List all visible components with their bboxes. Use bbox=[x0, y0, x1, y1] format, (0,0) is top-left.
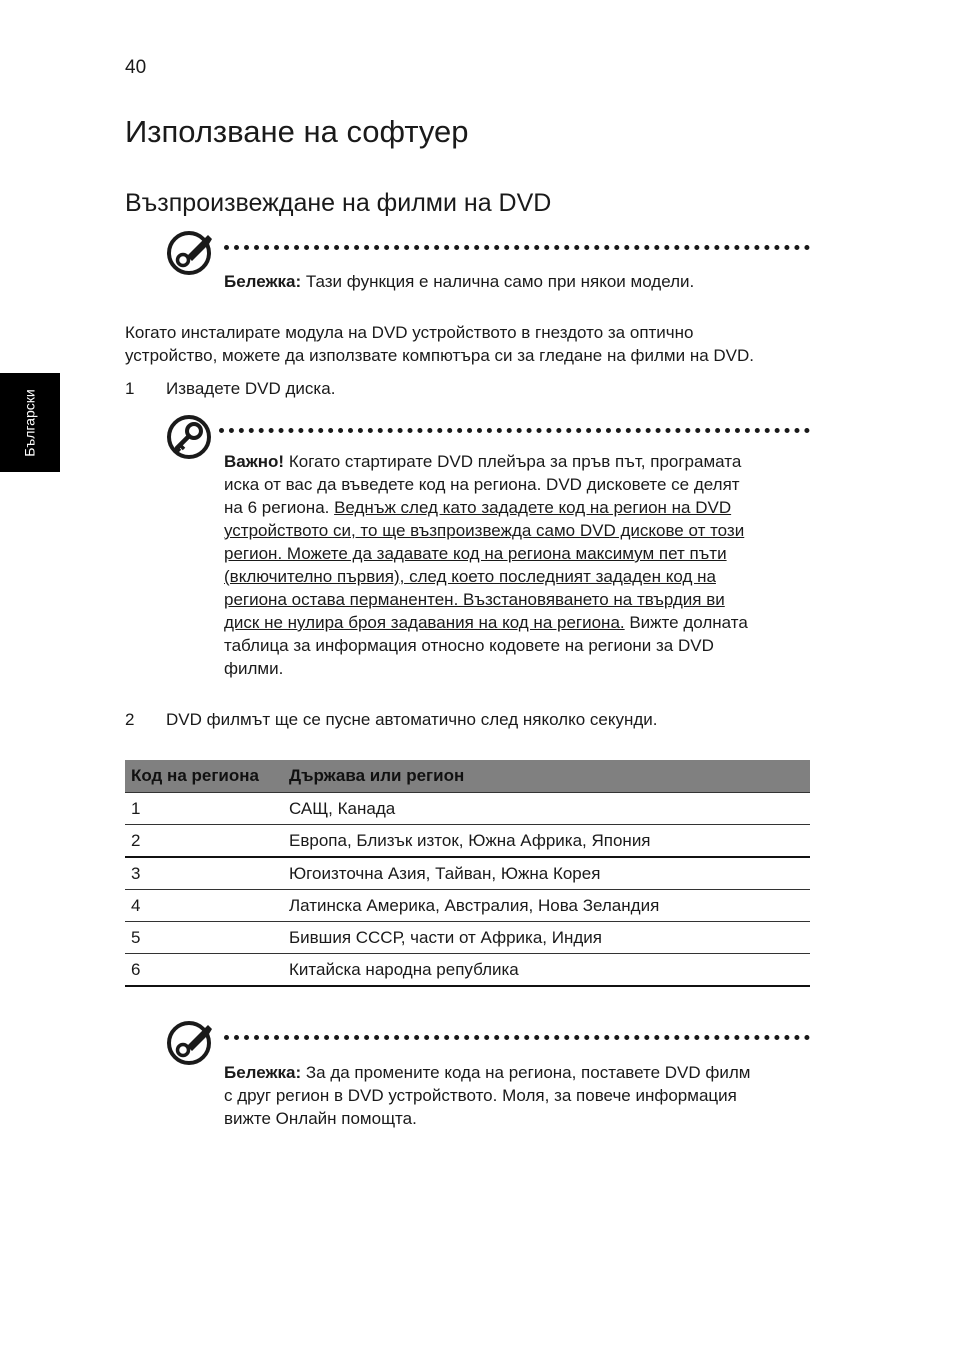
step-number: 1 bbox=[125, 379, 135, 398]
important-line: филми. bbox=[224, 659, 284, 678]
note-divider bbox=[224, 245, 810, 250]
important-divider bbox=[219, 428, 810, 433]
important-underlined: Веднъж след като зададете код на регион на DVD bbox=[334, 498, 732, 517]
region-code-cell: 6 bbox=[125, 954, 283, 987]
important-label: Важно! bbox=[224, 452, 285, 471]
region-country-cell: САЩ, Канада bbox=[283, 793, 810, 825]
page-title: Използване на софтуер bbox=[125, 114, 469, 149]
language-side-tab bbox=[0, 373, 60, 472]
note-pen-icon bbox=[166, 1019, 214, 1072]
region-country-cell: Бившия СССР, части от Африка, Индия bbox=[283, 922, 810, 954]
note-body: с друг регион в DVD устройството. Моля, за повече информация bbox=[224, 1086, 737, 1105]
region-code-table bbox=[125, 760, 810, 987]
region-country-cell: Европа, Близък изток, Южна Африка, Япония bbox=[283, 825, 810, 858]
language-side-tab-label: Български bbox=[22, 388, 38, 457]
note-pen-icon bbox=[166, 229, 214, 282]
region-code-cell: 2 bbox=[125, 825, 283, 858]
region-code-cell: 1 bbox=[125, 793, 283, 825]
intro-line: устройство, можете да използвате компютъра си за гледане на филми на DVD. bbox=[125, 346, 755, 365]
region-country-cell: Латинска Америка, Австралия, Нова Зеландия bbox=[283, 890, 810, 922]
important-line: на 6 региона. bbox=[224, 498, 335, 517]
important-underlined: (включително първия), след което последният зададен код на bbox=[224, 567, 716, 586]
note-label: Бележка: bbox=[224, 1063, 302, 1082]
note-text bbox=[224, 1061, 750, 1130]
intro-paragraph bbox=[125, 321, 754, 367]
table-row bbox=[125, 793, 810, 825]
region-country-cell: Югоизточна Азия, Тайван, Южна Корея bbox=[283, 857, 810, 890]
important-underlined: устройството си, то ще възпроизвежда само DVD дискове от този bbox=[224, 521, 745, 540]
region-country-cell: Китайска народна република bbox=[283, 954, 810, 987]
note-body: Тази функция е налична само при някои модели. bbox=[301, 272, 695, 291]
step-number: 2 bbox=[125, 710, 135, 729]
important-line: таблица за информация относно кодовете на региони за DVD bbox=[224, 636, 714, 655]
important-line: Когато стартирате DVD плейъра за пръв път, програмата bbox=[284, 452, 742, 471]
table-header-cell: Код на региона bbox=[125, 760, 283, 793]
region-code-cell: 3 bbox=[125, 857, 283, 890]
important-underlined: региона остава перманентен. Възстановяването на твърдия ви bbox=[224, 590, 725, 609]
section-title: Възпроизвеждане на филми на DVD bbox=[125, 189, 552, 217]
note-body: вижте Онлайн помощта. bbox=[224, 1109, 417, 1128]
table-header-row bbox=[125, 760, 810, 793]
step-text: DVD филмът ще се пусне автоматично след няколко секунди. bbox=[166, 710, 658, 729]
table-row bbox=[125, 954, 810, 987]
page-number: 40 bbox=[125, 57, 147, 78]
table-row bbox=[125, 922, 810, 954]
important-text bbox=[224, 450, 748, 680]
key-icon bbox=[166, 413, 214, 466]
table-row bbox=[125, 825, 810, 858]
important-line: Вижте долната bbox=[624, 613, 748, 632]
note-divider bbox=[224, 1035, 810, 1040]
important-underlined: диск не нулира броя задавания на код на региона. bbox=[224, 613, 625, 632]
note-text bbox=[224, 270, 694, 293]
region-code-cell: 5 bbox=[125, 922, 283, 954]
note-label: Бележка: bbox=[224, 272, 302, 291]
important-line: иска от вас да въведете код на региона. DVD дисковете се делят bbox=[224, 475, 740, 494]
intro-line: Когато инсталирате модула на DVD устройството в гнездото за оптично bbox=[125, 323, 694, 342]
note-body: За да промените кода на региона, поставете DVD филм bbox=[301, 1063, 751, 1082]
table-header-cell: Държава или регион bbox=[283, 760, 810, 793]
step-text: Извадете DVD диска. bbox=[166, 379, 336, 398]
table-row bbox=[125, 890, 810, 922]
important-underlined: регион. Можете да задавате код на региона максимум пет пъти bbox=[224, 544, 727, 563]
region-code-cell: 4 bbox=[125, 890, 283, 922]
table-row bbox=[125, 857, 810, 890]
